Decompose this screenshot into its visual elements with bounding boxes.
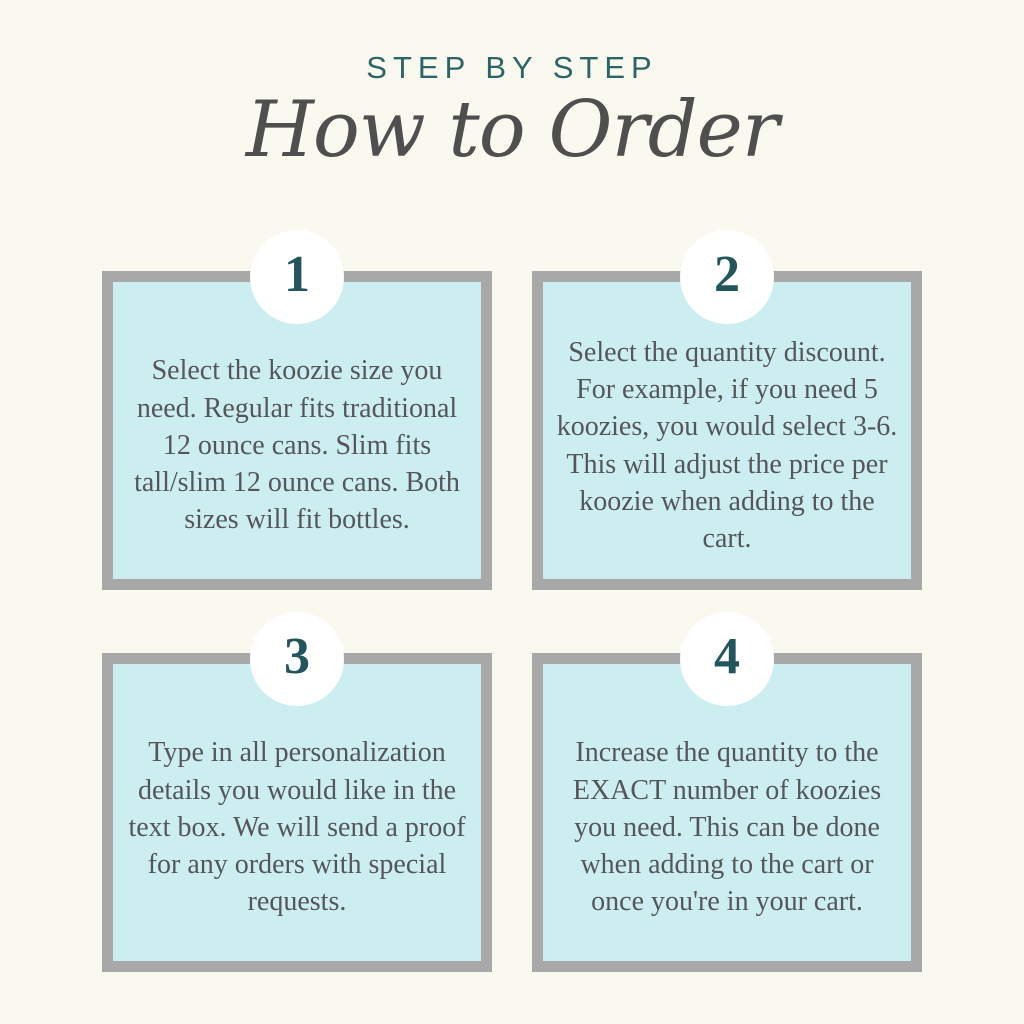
- eyebrow-step-by-step: STEP BY STEP: [366, 50, 658, 85]
- step-3-number-badge: [250, 612, 344, 706]
- step-3-text: Type in all personalization details you would like in the text box. We will send a proof for any orders with special requests.: [128, 737, 466, 918]
- step-3-number: 3: [284, 628, 310, 685]
- steps-grid: [102, 246, 922, 972]
- step-2-number-badge: [680, 230, 774, 324]
- step-card-2: [532, 246, 922, 590]
- step-2-number: 2: [714, 246, 740, 303]
- step-4-number-badge: [680, 612, 774, 706]
- step-1-text: Select the koozie size you need. Regular fits traditional 12 ounce cans. Slim fits tall/slim 12 ounce cans. Both sizes will fit bottles.: [134, 355, 460, 536]
- step-card-4: [532, 628, 922, 972]
- step-card-1: [102, 246, 492, 590]
- step-1-number: 1: [284, 246, 310, 303]
- page-title: How to Order: [245, 85, 779, 175]
- step-4-number: 4: [714, 628, 740, 685]
- step-2-text: Select the quantity discount. For example, if you need 5 koozies, you would select 3-6. This will adjust the price per koozie when adding to the cart.: [556, 336, 898, 554]
- step-4-text: Increase the quantity to the EXACT number of koozies you need. This can be done when adding to the cart or once you're in your cart.: [572, 737, 882, 918]
- step-card-3: [102, 628, 492, 972]
- step-1-number-badge: [250, 230, 344, 324]
